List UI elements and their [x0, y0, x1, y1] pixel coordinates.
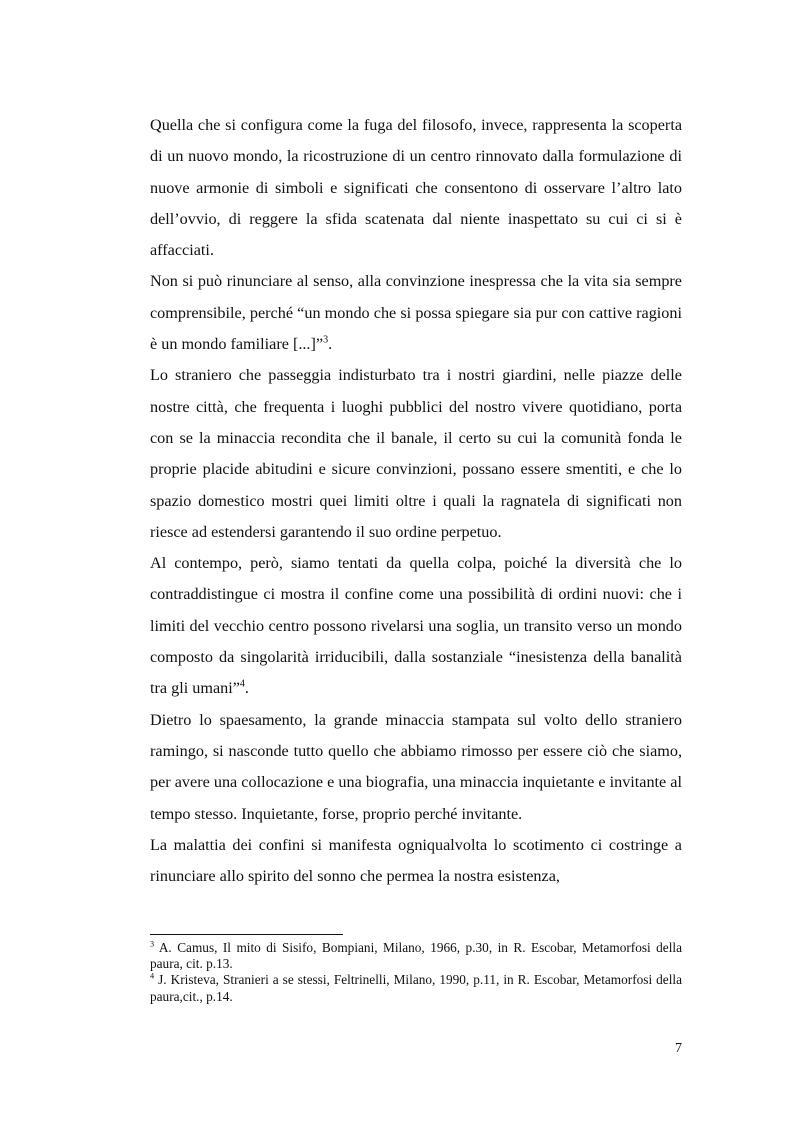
paragraph-5: Dietro lo spaesamento, la grande minaccia stampata sul volto dello straniero ramingo, si nasconde tutto quello che abbiamo rimosso per essere ciò che siamo, per avere una collocazione e una biografia, una minaccia inquietante e invitante al tempo stesso. Inquietante, forse, proprio perché invitante.: [150, 710, 682, 823]
footnote-ref-4[interactable]: 4: [239, 678, 245, 690]
footnote-3-number: 3: [150, 939, 155, 949]
body-text: [150, 110, 682, 892]
footnote-4-text: J. Kristeva, Stranieri a se stessi, Feltrinelli, Milano, 1990, p.11, in R. Escobar, Metamorfosi della paura,cit., p.14.: [150, 972, 682, 1004]
paragraph-4-end: .: [244, 679, 249, 698]
paragraph-2-end: .: [328, 335, 333, 354]
paragraph-1: Quella che si configura come la fuga del filosofo, invece, rappresenta la scoperta di un nuovo mondo, la ricostruzione di un centro rinnovato dalla formulazione di nuove armonie di simboli e significati che consentono di osservare l’altro lato dell’ovvio, di reggere la sfida scatenata dal niente inaspettato su cui ci si è affacciati.: [150, 116, 682, 260]
footnote-separator: [150, 934, 343, 935]
paragraph-4-text: Al contempo, però, siamo tentati da quella colpa, poiché la diversità che lo contraddistingue ci mostra il confine come una possibilità di ordini nuovi: che i limiti del vecchio centro possono rivelarsi una soglia, un transito verso un mondo composto da singolarità irriducibili, dalla sostanziale “inesistenza della banalità tra gli umani”: [150, 554, 682, 698]
page-number: 7: [675, 1041, 682, 1056]
paragraph-4: [150, 548, 682, 704]
footnote-4: [150, 972, 682, 1004]
footnote-3: [150, 940, 682, 972]
paragraph-6: La malattia dei confini si manifesta ogniqualvolta lo scotimento ci costringe a rinunciare allo spirito del sonno che permea la nostra esistenza,: [150, 835, 682, 886]
paragraph-3: Lo straniero che passeggia indisturbato tra i nostri giardini, nelle piazze delle nostre città, che frequenta i luoghi pubblici del nostro vivere quotidiano, porta con se la minaccia recondita che il banale, il certo su cui la comunità fonda le proprie placide abitudini e sicure convinzioni, possano essere smentiti, e che lo spazio domestico mostri quei limiti oltre i quali la ragnatela di significati non riesce ad estendersi garantendo il suo ordine perpetuo.: [150, 366, 682, 541]
paragraph-2: [150, 266, 682, 360]
footnote-ref-3[interactable]: 3: [323, 334, 329, 346]
footnote-3-text: A. Camus, Il mito di Sisifo, Bompiani, Milano, 1966, p.30, in R. Escobar, Metamorfosi della paura, cit. p.13.: [150, 940, 682, 972]
footnotes: [150, 940, 682, 1005]
paragraph-2-text: Non si può rinunciare al senso, alla convinzione inespressa che la vita sia sempre comprensibile, perché “un mondo che si possa spiegare sia pur con cattive ragioni è un mondo familiare [...]”: [150, 272, 682, 354]
footnote-4-number: 4: [150, 971, 155, 981]
